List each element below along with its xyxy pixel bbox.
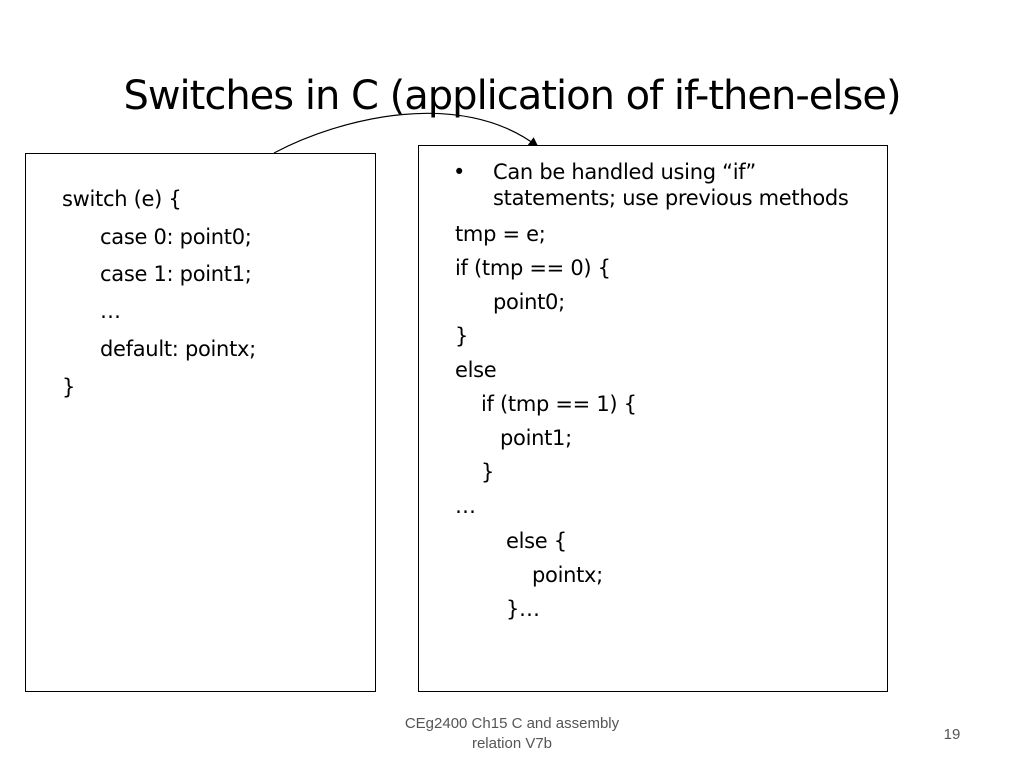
footer-line: relation V7b [471, 735, 553, 752]
bullet-text-line: statements; use previous methods [493, 186, 849, 210]
code-line: point0; [493, 290, 565, 314]
code-line: } [481, 460, 495, 484]
code-line: … [455, 494, 476, 518]
code-line: }… [506, 597, 540, 621]
footer-line: CEg2400 Ch15 C and assembly [404, 715, 620, 732]
slide-title: Switches in C (application of if-then-else) [123, 73, 901, 119]
code-line: } [62, 375, 76, 399]
code-line: point1; [500, 426, 572, 450]
slide-footer [362, 714, 662, 754]
code-line: case 0: point0; [100, 225, 252, 249]
code-line: switch (e) { [62, 187, 182, 211]
code-line: if (tmp == 1) { [481, 392, 637, 416]
code-line: … [100, 299, 121, 323]
code-line: case 1: point1; [100, 262, 252, 286]
page-number: 19 [943, 726, 961, 743]
code-line: else { [506, 529, 567, 553]
code-line: tmp = e; [455, 222, 546, 246]
bullet-icon: • [453, 160, 466, 184]
bullet-text-line: Can be handled using “if” [493, 160, 756, 184]
code-line: default: pointx; [100, 337, 256, 361]
switch-code-box [25, 153, 376, 692]
if-else-code-box [418, 145, 888, 692]
code-line: if (tmp == 0) { [455, 256, 611, 280]
code-line: } [455, 324, 469, 348]
code-line: pointx; [532, 563, 603, 587]
code-line: else [455, 358, 497, 382]
